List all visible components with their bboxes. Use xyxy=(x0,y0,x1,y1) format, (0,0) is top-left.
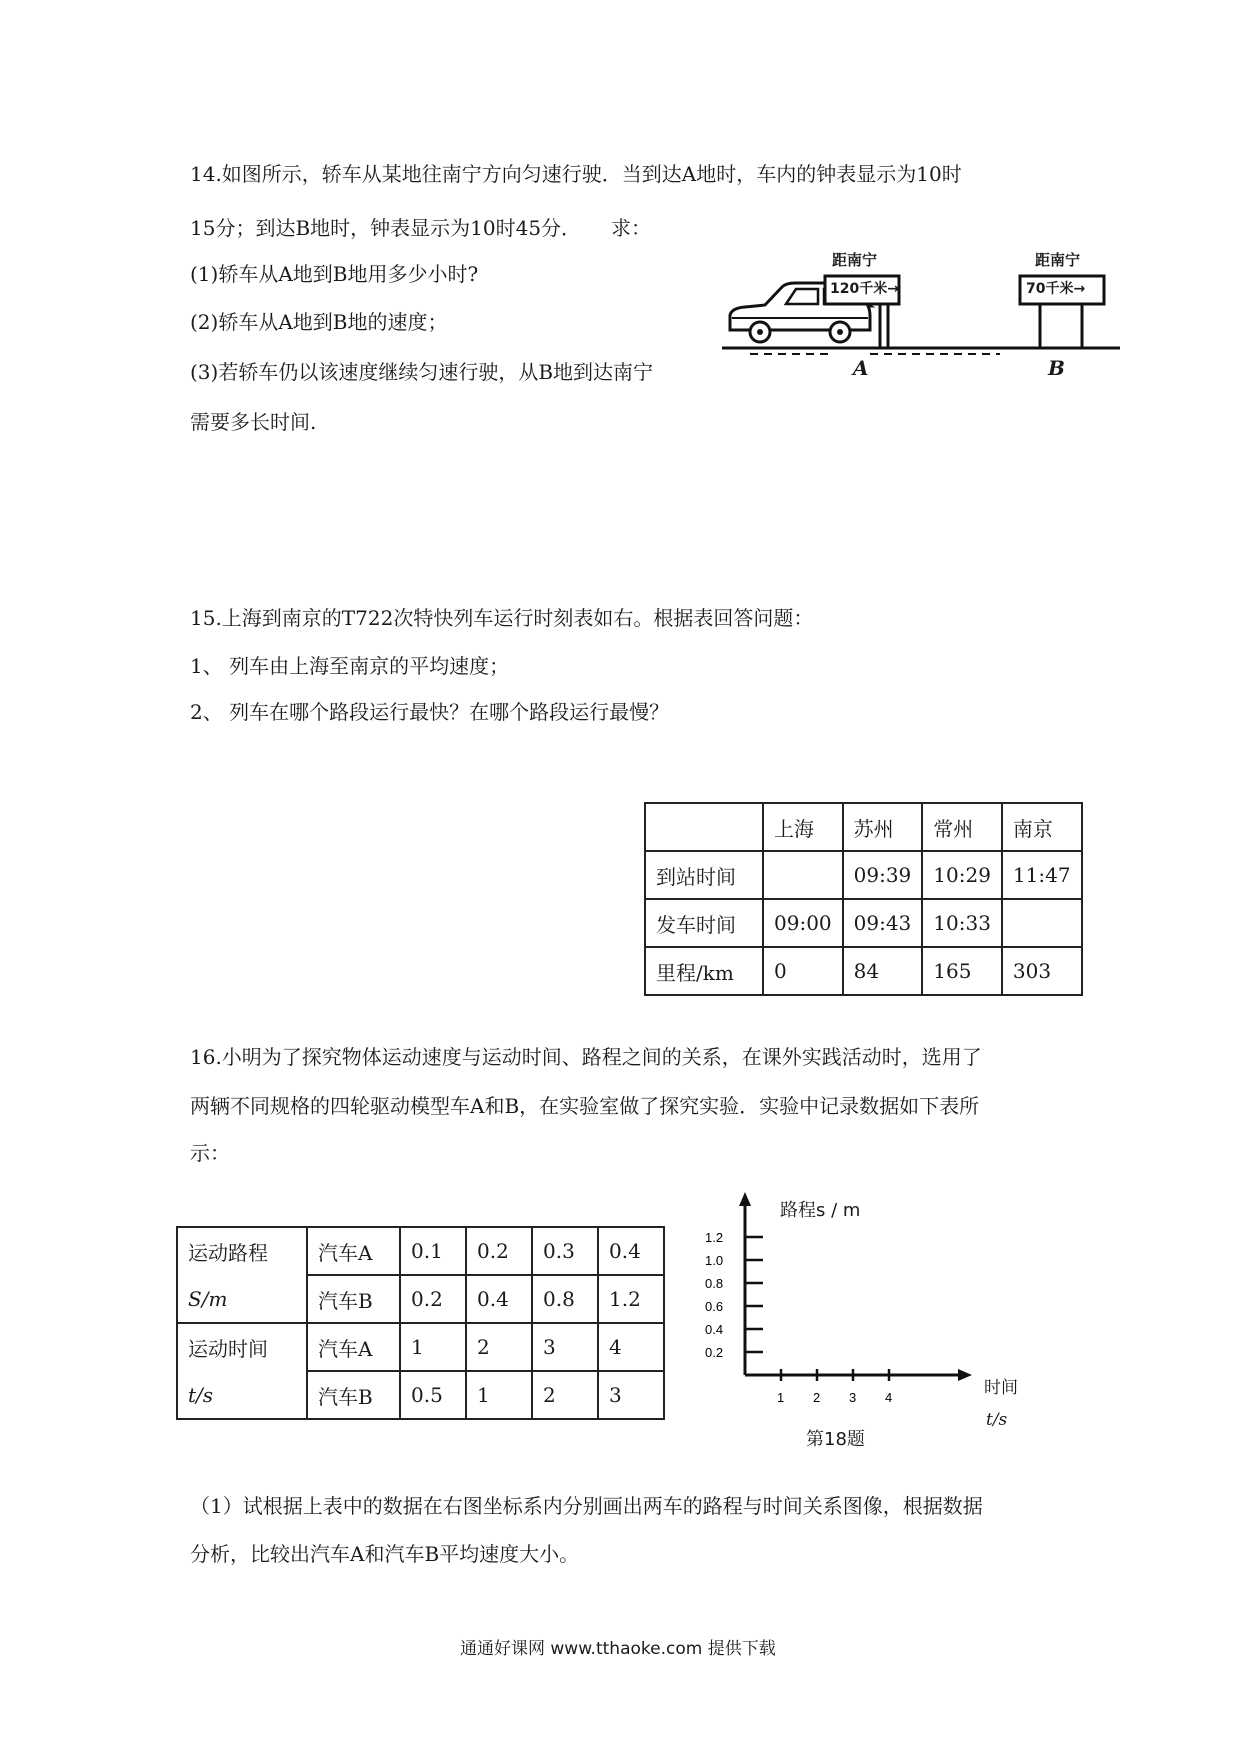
q16-line3: 示： xyxy=(190,1141,230,1165)
sign-b-title: 距南宁 xyxy=(1035,251,1081,269)
distance-label-top: 运动路程 xyxy=(177,1227,307,1275)
y-tick-label: 0.4 xyxy=(705,1322,724,1337)
timetable-header-cell xyxy=(645,803,763,851)
q16-line1: 16.小明为了探究物体运动速度与运动时间、路程之间的关系，在课外实践活动时，选用了 xyxy=(190,1045,982,1069)
distance-label-bottom: S/m xyxy=(177,1275,307,1323)
q14-sub3b: 需要多长时间. xyxy=(190,410,317,434)
experiment-cell: 0.8 xyxy=(532,1275,598,1323)
experiment-cell: 0.3 xyxy=(532,1227,598,1275)
timetable-cell: 165 xyxy=(922,947,1002,995)
timetable xyxy=(644,802,1083,996)
x-tick-label: 3 xyxy=(849,1390,857,1405)
timetable-cell: 10:33 xyxy=(922,899,1002,947)
q15-line1: 15.上海到南京的T722次特快列车运行时刻表如右。根据表回答问题： xyxy=(190,606,814,630)
timetable-cell xyxy=(1002,899,1082,947)
timetable-cell: 84 xyxy=(843,947,923,995)
timetable-header-cell: 苏州 xyxy=(843,803,923,851)
timetable-cell: 10:29 xyxy=(922,851,1002,899)
y-tick-label: 1.2 xyxy=(705,1230,724,1245)
label-b: B xyxy=(1048,356,1065,380)
timetable-header-row xyxy=(645,803,1082,851)
timetable-header-cell: 上海 xyxy=(763,803,843,851)
x-tick-label: 1 xyxy=(777,1390,785,1405)
timetable-cell xyxy=(763,851,843,899)
q14-line2: 15分；到达B地时，钟表显示为10时45分． 求： xyxy=(190,216,652,240)
q16-line2: 两辆不同规格的四轮驱动模型车A和B，在实验室做了探究实验．实验中记录数据如下表所 xyxy=(190,1094,980,1118)
experiment-cell: 1 xyxy=(466,1371,532,1419)
y-axis-arrow xyxy=(739,1192,751,1206)
experiment-cell: 3 xyxy=(532,1323,598,1371)
x-axis-arrow xyxy=(958,1369,972,1381)
experiment-cell: 2 xyxy=(466,1323,532,1371)
timetable-cell: 09:00 xyxy=(763,899,843,947)
timetable-header-cell: 南京 xyxy=(1002,803,1082,851)
sign-b-text: 70千米→ xyxy=(1026,281,1086,297)
x-tick-label: 4 xyxy=(885,1390,893,1405)
car-b-label: 汽车B xyxy=(307,1275,400,1323)
x-axis-label-top: 时间 xyxy=(984,1378,1018,1398)
y-axis-label: 路程s / m xyxy=(780,1200,861,1221)
timetable-cell: 09:43 xyxy=(843,899,923,947)
experiment-cell: 0.2 xyxy=(466,1227,532,1275)
q14-figure xyxy=(720,250,1120,390)
x-tick-label: 2 xyxy=(813,1390,821,1405)
sign-a-text: 120千米→ xyxy=(830,281,899,297)
timetable-cell: 11:47 xyxy=(1002,851,1082,899)
experiment-cell: 0.5 xyxy=(400,1371,466,1419)
experiment-cell: 1 xyxy=(400,1323,466,1371)
q14-sub2: (2)轿车从A地到B地的速度； xyxy=(190,310,448,334)
experiment-row xyxy=(177,1371,664,1419)
q14-line1: 14.如图所示，轿车从某地往南宁方向匀速行驶．当到达A地时，车内的钟表显示为10时 xyxy=(190,162,962,186)
experiment-row xyxy=(177,1227,664,1275)
time-label-bottom: t/s xyxy=(177,1371,307,1419)
y-tick-label: 1.0 xyxy=(705,1253,724,1268)
y-tick-label: 0.2 xyxy=(705,1345,724,1360)
timetable-header-cell: 常州 xyxy=(922,803,1002,851)
y-tick-label: 0.6 xyxy=(705,1299,724,1314)
timetable-cell: 到站时间 xyxy=(645,851,763,899)
timetable-row xyxy=(645,899,1082,947)
timetable-row xyxy=(645,947,1082,995)
car-b-label: 汽车B xyxy=(307,1371,400,1419)
experiment-cell: 2 xyxy=(532,1371,598,1419)
timetable-cell: 发车时间 xyxy=(645,899,763,947)
label-a: A xyxy=(853,356,869,380)
timetable-cell: 里程/km xyxy=(645,947,763,995)
timetable-cell: 09:39 xyxy=(843,851,923,899)
y-tick-label: 0.8 xyxy=(705,1276,724,1291)
experiment-cell: 0.2 xyxy=(400,1275,466,1323)
experiment-cell: 0.4 xyxy=(466,1275,532,1323)
experiment-cell: 3 xyxy=(598,1371,664,1419)
experiment-table xyxy=(176,1226,665,1420)
experiment-cell: 0.1 xyxy=(400,1227,466,1275)
experiment-cell: 4 xyxy=(598,1323,664,1371)
q16-question1-line1: （1）试根据上表中的数据在右图坐标系内分别画出两车的路程与时间关系图像，根据数据 xyxy=(190,1494,983,1518)
experiment-row xyxy=(177,1323,664,1371)
q14-sub1: (1)轿车从A地到B地用多少小时? xyxy=(190,262,479,286)
car-a-label: 汽车A xyxy=(307,1323,400,1371)
experiment-cell: 0.4 xyxy=(598,1227,664,1275)
timetable-row xyxy=(645,851,1082,899)
page-footer: 通通好课网 www.tthaoke.com 提供下载 xyxy=(460,1639,776,1659)
q15-item2: 2、 列车在哪个路段运行最快？在哪个路段运行最慢？ xyxy=(190,700,670,724)
q14-sub3: (3)若轿车仍以该速度继续匀速行驶，从B地到达南宁 xyxy=(190,360,654,384)
distance-time-graph xyxy=(700,1190,1018,1450)
sign-a-title: 距南宁 xyxy=(832,251,878,269)
graph-caption: 第18题 xyxy=(806,1429,865,1450)
experiment-cell: 1.2 xyxy=(598,1275,664,1323)
timetable-cell: 0 xyxy=(763,947,843,995)
car-a-label: 汽车A xyxy=(307,1227,400,1275)
time-label-top: 运动时间 xyxy=(177,1323,307,1371)
q16-question1-line2: 分析，比较出汽车A和汽车B平均速度大小。 xyxy=(190,1542,580,1566)
experiment-row xyxy=(177,1275,664,1323)
q15-item1: 1、 列车由上海至南京的平均速度； xyxy=(190,654,510,678)
timetable-cell: 303 xyxy=(1002,947,1082,995)
x-axis-label-bottom: t/s xyxy=(986,1410,1008,1430)
